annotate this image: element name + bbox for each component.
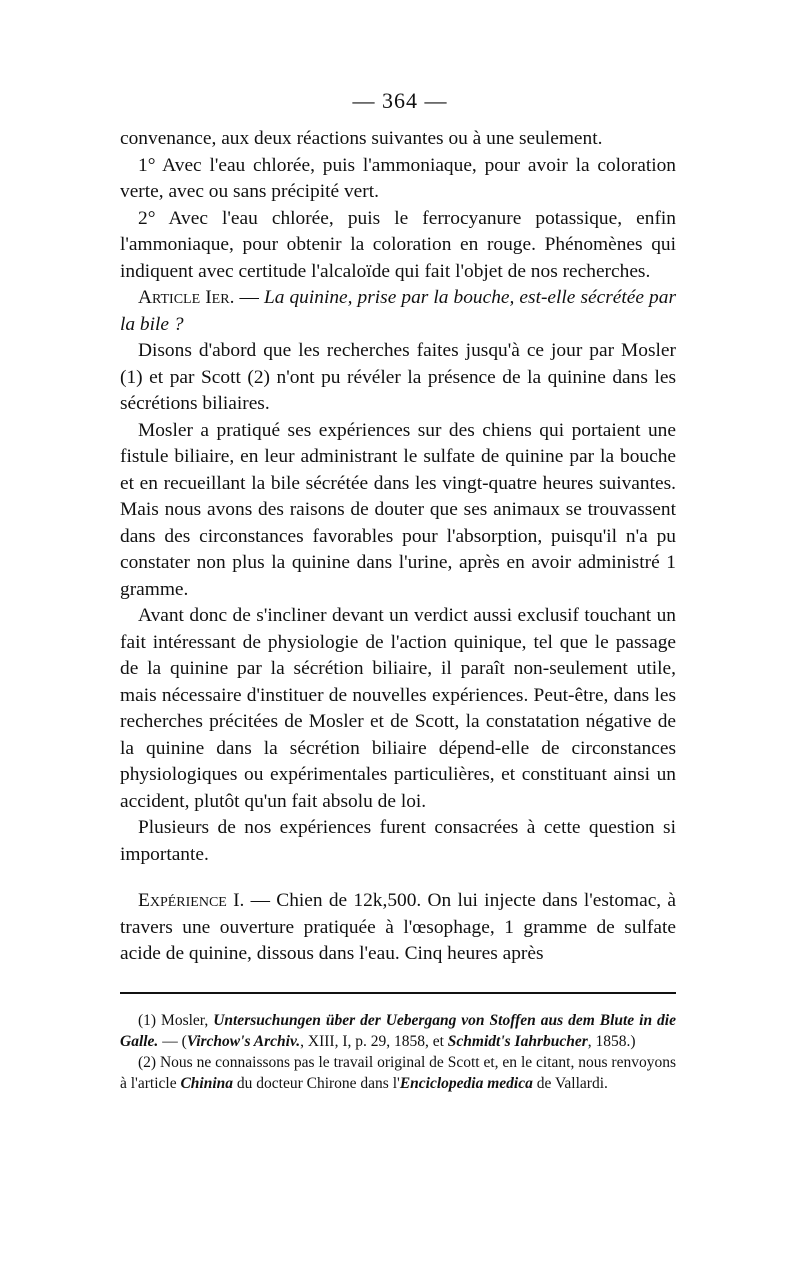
footnote-2-end: de Vallardi. <box>532 1075 608 1092</box>
experiment-label: Expérience I. <box>138 890 245 911</box>
paragraph-test-1: 1° Avec l'eau chlorée, puis l'ammoniaque, pour avoir la coloration verte, avec ou sans précipité vert. <box>120 154 676 202</box>
main-text <box>120 126 676 968</box>
footnote-1-reference: , XIII, I, p. 29, 1858, et <box>300 1033 448 1050</box>
footnote-1-author: Mosler, <box>161 1012 214 1029</box>
footnote-1-title: Untersuchungen über der Uebergang von Stoffen aus dem Blute in die Galle. <box>120 1012 676 1050</box>
footnote-1-number: (1) <box>138 1012 162 1029</box>
article-title: La quinine, prise par la bouche, est-elle sécrétée par la bile ? <box>120 287 676 335</box>
footnote-1 <box>120 1010 676 1052</box>
article-label: Article Ier. <box>138 287 235 308</box>
footnote-2-article: Chinina <box>180 1075 234 1092</box>
footnote-2-encyclopedia: Enciclopedia medica <box>399 1075 533 1092</box>
paragraph-prior-research: Disons d'abord que les recherches faites jusqu'à ce jour par Mosler (1) et par Scott (2) n'ont pu révéler la présence de la quinine dans les sécrétions biliaires. <box>120 340 676 414</box>
article-heading <box>120 285 676 338</box>
article-separator: — <box>234 287 264 308</box>
paragraph-experiments: Plusieurs de nos expériences furent consacrées à cette question si importante. <box>120 817 676 865</box>
footnote-1-journal-2: Schmidt's Iahrbucher <box>447 1033 588 1050</box>
page-number: — 364 — <box>352 88 448 113</box>
footnote-divider <box>120 992 676 994</box>
experiment-text: — Chien de 12k,500. On lui injecte dans l'estomac, à travers une ouverture pratiquée à l'œsophage, 1 gramme de sulfate acide de quinine, dissous dans l'eau. Cinq heures après <box>120 890 677 964</box>
footnote-1-end: , 1858.) <box>587 1033 636 1050</box>
paragraph-continuation: convenance, aux deux réactions suivantes ou à une seulement. <box>120 128 603 149</box>
paragraph-mosler: Mosler a pratiqué ses expériences sur des chiens qui portaient une fistule biliaire, en leur administrant le sulfate de quinine par la bouche et en recueillant la bile sécrétée dans les vingt-quatre heures suivantes. Mais nous avons des raisons de douter que ses animaux se trouvassent dans des circonstances favorables pour l'absorption, puisqu'il n'a pu constater non plus la quinine dans l'urine, après en avoir administré 1 gramme. <box>120 419 676 600</box>
footnote-1-separator: — ( <box>158 1033 187 1050</box>
footnotes <box>120 1010 676 1094</box>
paragraph-test-2: 2° Avec l'eau chlorée, puis le ferrocyanure potassique, enfin l'ammoniaque, pour obtenir la coloration en rouge. Phénomènes qui indiquent avec certitude l'alcaloïde qui fait l'objet de nos recherches. <box>120 207 676 282</box>
footnote-2-mid: du docteur Chirone dans l' <box>233 1075 400 1092</box>
paragraph-verdict: Avant donc de s'incliner devant un verdict aussi exclusif touchant un fait intéressant de physiologie de l'action quinique, tel que le passage de la quinine par la sécrétion biliaire, il paraît non-seulement utile, mais nécessaire d'instituer de nouvelles expériences. Peut-être, dans les recherches précitées de Mosler et de Scott, la constatation négative de la quinine dans la sécrétion biliaire dépend-elle de circonstances physiologiques ou expérimentales particulières, et constituant ainsi un accident, plutôt qu'un fait absolu de loi. <box>120 605 676 812</box>
footnote-2-text: (2) Nous ne connaissons pas le travail original de Scott et, en le citant, nous renvoyons à l'article <box>120 1054 676 1092</box>
footnote-1-journal: Virchow's Archiv. <box>186 1033 301 1050</box>
experiment-paragraph <box>120 888 676 968</box>
footnote-2 <box>120 1052 676 1094</box>
